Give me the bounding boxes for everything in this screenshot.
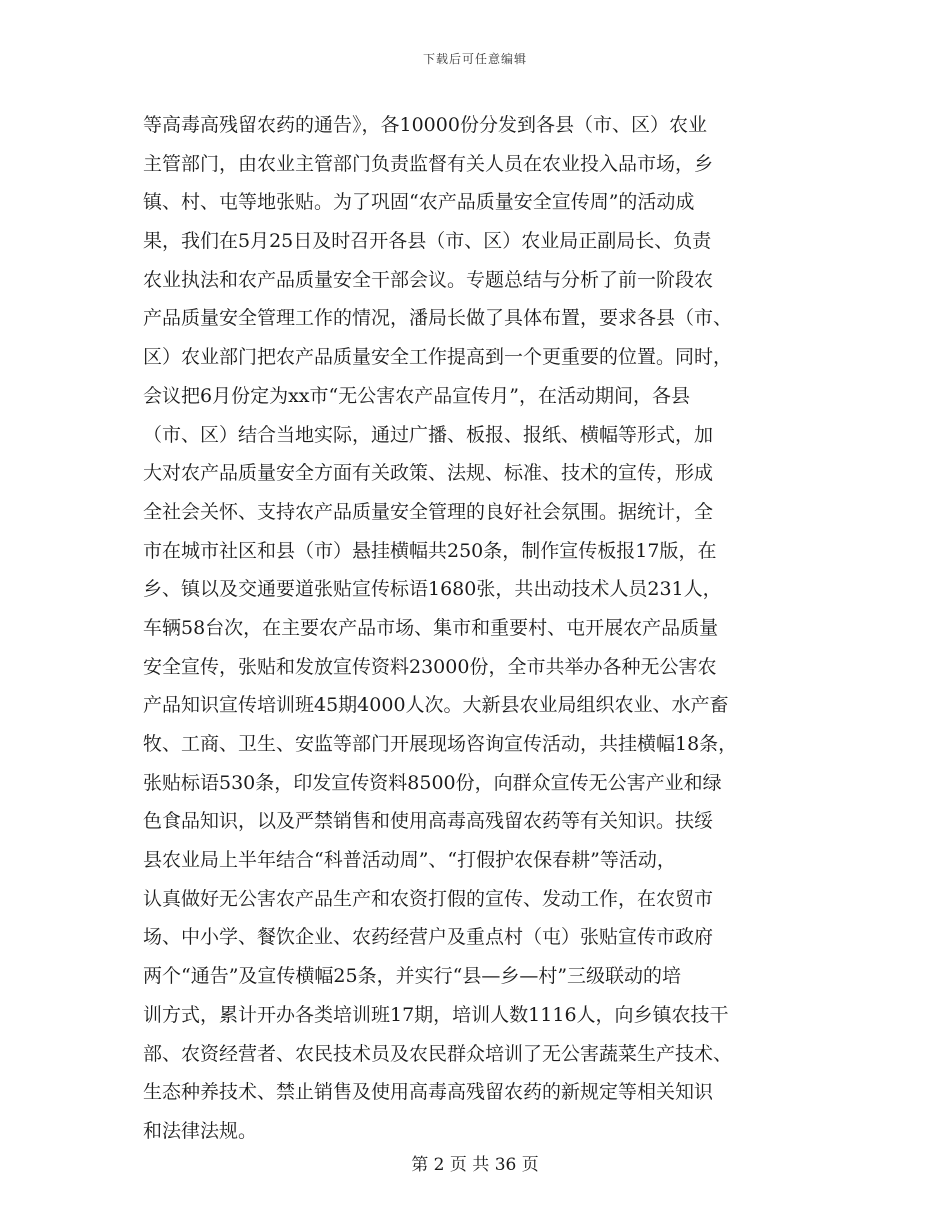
text-line: （市、区）结合当地实际，通过广播、板报、报纸、横幅等形式，加 (143, 423, 714, 446)
text-line: 乡、镇以及交通要道张贴宣传标语1680张，共出动技术人员231人， (143, 578, 722, 601)
text-line: 部、农资经营者、农民技术员及农民群众培训了无公害蔬菜生产技术、 (143, 1042, 733, 1065)
text-line: 农业执法和农产品质量安全干部会议。专题总结与分析了前一阶段农 (143, 268, 714, 291)
text-line: 牧、工商、卫生、安监等部门开展现场咨询宣传活动，共挂横幅18条， (143, 733, 738, 755)
text-line: 产品质量安全管理工作的情况，潘局长做了具体布置，要求各县（市、 (143, 307, 733, 330)
text-line: 全社会关怀、支持农产品质量安全管理的良好社会氛围。据统计，全 (143, 500, 714, 523)
text-line: 和法律法规。 (143, 1119, 258, 1142)
text-line: 果，我们在5月25日及时召开各县（市、区）农业局正副局长、负责 (143, 230, 712, 253)
text-line: 车辆58台次，在主要农产品市场、集市和重要村、屯开展农产品质量 (143, 616, 719, 639)
text-line: 主管部门，由农业主管部门负责监督有关人员在农业投入品市场，乡 (143, 152, 714, 175)
text-line: 产品知识宣传培训班45期4000人次。大新县农业局组织农业、水产畜 (143, 694, 729, 717)
text-line: 大对农产品质量安全方面有关政策、法规、标准、技术的宣传，形成 (143, 462, 714, 485)
text-line: 镇、村、屯等地张贴。为了巩固“农产品质量安全宣传周”的活动成 (143, 191, 695, 214)
text-line: 等高毒高残留农药的通告》，各10000份分发到各县（市、区）农业 (143, 114, 707, 136)
text-line: 色食品知识，以及严禁销售和使用高毒高残留农药等有关知识。扶绥 (143, 810, 714, 833)
text-line: 区）农业部门把农产品质量安全工作提高到一个更重要的位置。同时， (143, 346, 733, 369)
text-line: 两个“通告”及宣传横幅25条，并实行“县—乡—村”三级联动的培 (143, 965, 682, 988)
text-line: 市在城市社区和县（市）悬挂横幅共250条，制作宣传板报17版，在 (143, 539, 717, 562)
text-line: 安全宣传，张贴和发放宣传资料23000份，全市共举办各种无公害农 (143, 655, 717, 678)
text-line: 生态种养技术、禁止销售及使用高毒高残留农药的新规定等相关知识 (143, 1081, 714, 1104)
text-line: 训方式，累计开办各类培训班17期，培训人数1116人，向乡镇农技干 (143, 1003, 729, 1026)
text-line: 认真做好无公害农产品生产和农资打假的宣传、发动工作，在农贸市 (143, 887, 714, 910)
page-footer: 第 2 页 共 36 页 (411, 1155, 539, 1175)
body-text (143, 106, 813, 1151)
text-line: 会议把6月份定为xx市“无公害农产品宣传月”，在活动期间，各县 (143, 384, 690, 407)
text-line: 场、中小学、餐饮企业、农药经营户及重点村（屯）张贴宣传市政府 (143, 926, 714, 949)
text-line: 张贴标语530条，印发宣传资料8500份，向群众宣传无公害产业和绿 (143, 771, 722, 794)
page-header: 下载后可任意编辑 (422, 52, 527, 66)
text-line: 县农业局上半年结合“科普活动周”、“打假护农保春耕”等活动， (143, 849, 676, 872)
